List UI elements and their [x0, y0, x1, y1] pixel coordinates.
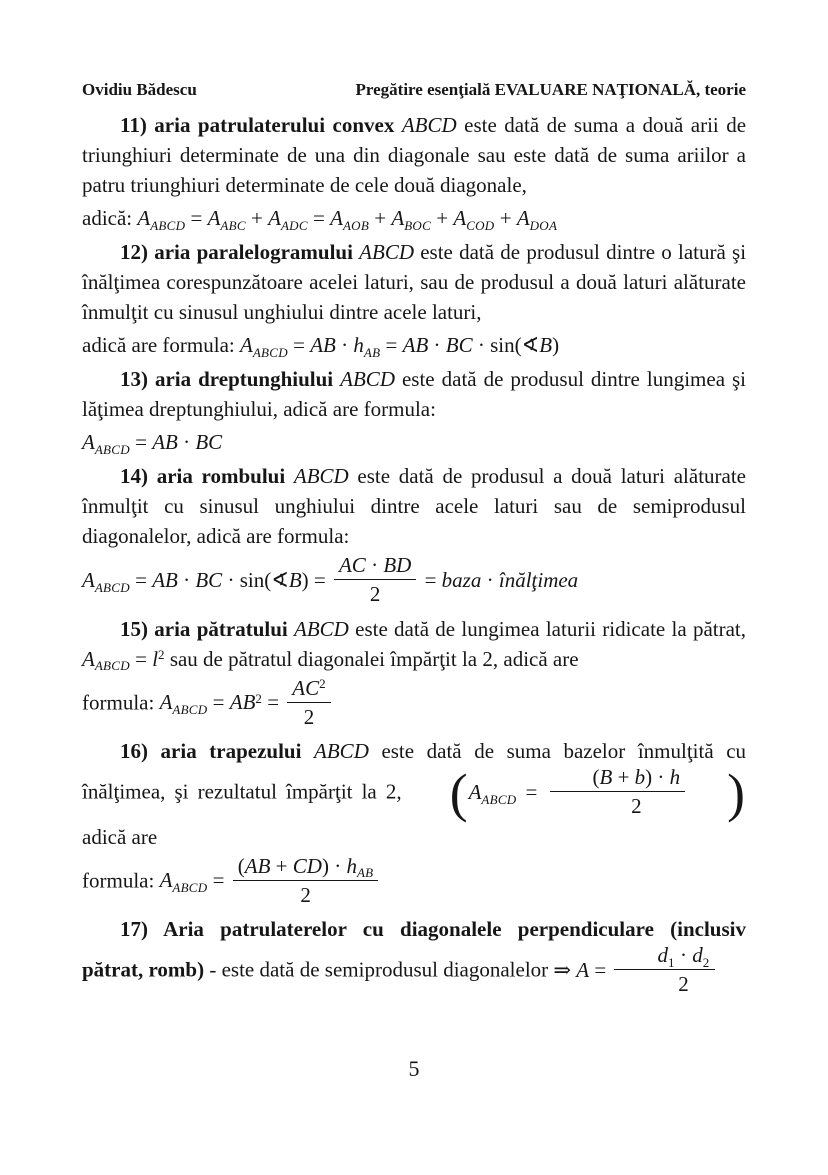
item-17-text: - este dată de semiprodusul diagonalelor: [209, 957, 549, 982]
page-number: 5: [408, 1056, 420, 1081]
item-11-text: este dată de suma a două arii de triunghiuri determinate de una din diagonale sau este dată de suma ariilor a patru triunghiuri determinate de cele două diagonale,: [82, 113, 747, 197]
formula-16-inline: ($A_{ABCD}$ = $\frac{(B + b) \cdot h}{2}$ ): [449, 762, 746, 823]
paragraph-12: [82, 237, 746, 327]
paragraph-16: [82, 736, 746, 852]
paragraph-14: [82, 461, 746, 551]
paragraph-15-formula-line: [82, 677, 746, 733]
item-17-label: 17) Aria patrulaterelor cu diagonalele perpendiculare (inclusiv: [120, 917, 746, 941]
item-16-formula-label: formula:: [82, 868, 155, 893]
paragraph-11: [82, 110, 746, 200]
paragraph-16-formula-line: [82, 855, 746, 911]
item-15-term: ABCD: [294, 616, 349, 641]
item-11-formula-label: adică:: [82, 206, 133, 230]
item-16-label: 16) aria trapezului: [120, 739, 302, 763]
item-13-term: ABCD: [340, 367, 395, 391]
item-15-text-1: este dată de lungimea laturii ridicate la pătrat,: [355, 616, 746, 641]
item-14-text: este dată de produsul a două laturi alăturate înmulţit cu sinusul unghiului dintre acele laturi sau de semiprodusul diagonalelor, adică are formula:: [82, 464, 746, 548]
paragraph-15: [82, 614, 746, 674]
item-16-term: ABCD: [314, 739, 369, 763]
item-15-label: 15) aria pătratului: [120, 616, 288, 641]
paragraph-17: [82, 914, 746, 1000]
item-13-label: 13) aria dreptunghiului: [120, 367, 334, 391]
formula-15-inline: $A_{ABCD} = l^2$: [82, 646, 165, 674]
formula-16: $A_{ABCD}$ = $\frac{(AB + CD) \cdot h_{AB}}{2}$: [160, 868, 382, 892]
item-15-formula-label: formula:: [82, 690, 155, 715]
paragraph-13-formula-line: [82, 427, 746, 457]
item-15-text-2: sau de pătratul diagonalei împărţit la 2, adică are: [169, 646, 579, 671]
formula-13: $A_{ABCD}$ = AB · BC: [82, 430, 223, 457]
paragraph-11-formula-line: [82, 203, 746, 233]
item-11-term: ABCD: [401, 113, 457, 137]
paragraph-12-formula-line: [82, 330, 746, 360]
item-16-text-2: adică are: [82, 824, 158, 849]
item-12-term: ABCD: [359, 240, 414, 264]
paragraph-13: [82, 364, 746, 424]
header-author: Ovidiu Bădescu: [82, 80, 197, 99]
page-header: [82, 80, 746, 100]
item-17-label-2: pătrat, romb): [82, 957, 205, 982]
item-14-label: 14) aria rombului: [120, 464, 286, 488]
page-content: [82, 110, 746, 1003]
formula-15: $A_{ABCD} = AB^2$ = $\frac{AC^2}{2}$: [160, 690, 334, 714]
formula-14: $A_{ABCD}$ = AB · BC · sin(∢B) = $\frac{AC \cdot BD}{2}$ = baza · înălţimea: [82, 553, 579, 607]
item-13-text: este dată de produsul dintre lungimea şi lăţimea dreptunghiului, adică are formula:: [82, 367, 747, 421]
item-11-label: 11) aria patrulaterului convex: [120, 113, 395, 137]
formula-11: $A_{ABCD} = A_{ABC} + A_{ADC} = A_{AOB} + A_{BOC} + A_{COD} + A_{DOA}$: [137, 206, 558, 233]
formula-17: ⇒ A = $\frac{d_1 \cdot d_2}{2}$: [553, 958, 717, 982]
item-12-label: 12) aria paralelogramului: [120, 240, 353, 264]
item-16-text-1: este dată de suma bazelor înmulţită cu înălţimea, şi rezultatul împărţit la 2,: [82, 739, 747, 804]
page-footer: [0, 1056, 828, 1082]
item-12-formula-label: adică are formula:: [82, 333, 235, 357]
paragraph-14-formula-line: [82, 554, 746, 610]
formula-12: $A_{ABCD}$ = AB · $h_{AB}$ = AB · BC · sin(∢B): [240, 333, 560, 360]
item-14-term: ABCD: [293, 464, 349, 488]
header-title: Pregătire esenţială EVALUARE NAŢIONALĂ, teorie: [355, 80, 746, 99]
item-12-text: este dată de produsul dintre o latură şi înălţimea corespunzătoare acelei laturi, sau de produsul a două laturi alăturate înmulţit cu sinusul unghiului dintre acele laturi,: [82, 240, 747, 324]
